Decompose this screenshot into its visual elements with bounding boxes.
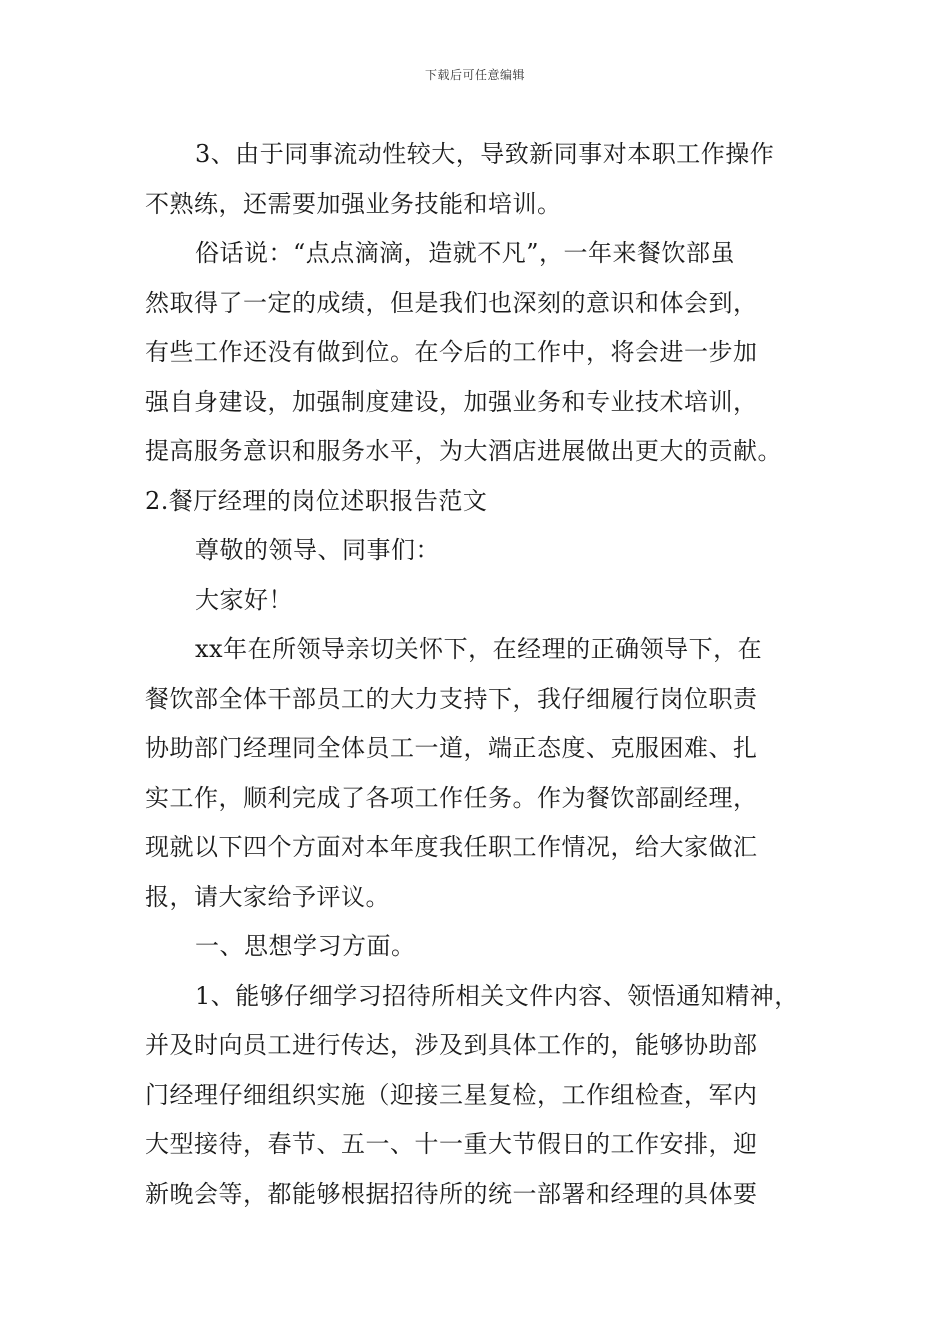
text-line: 然取得了一定的成绩，但是我们也深刻的意识和体会到， bbox=[145, 288, 758, 317]
page-header: 下载后可任意编辑 bbox=[424, 68, 525, 82]
text-line: 实工作，顺利完成了各项工作任务。作为餐饮部副经理， bbox=[145, 783, 758, 812]
text-line: 协助部门经理同全体员工一道，端正态度、克服困难、扎 bbox=[145, 734, 758, 762]
text-line: 提高服务意识和服务水平，为大酒店进展做出更大的贡献。 bbox=[145, 437, 782, 465]
text-line: 门经理仔细组织实施（迎接三星复检，工作组检查，军内 bbox=[145, 1080, 758, 1109]
document-body bbox=[145, 130, 835, 1219]
text-line: 餐饮部全体干部员工的大力支持下，我仔细履行岗位职责 bbox=[145, 684, 758, 713]
text-line: 大家好！ bbox=[195, 585, 293, 614]
text-line: 1、能够仔细学习招待所相关文件内容、领悟通知精神， bbox=[195, 981, 799, 1010]
text-line: xx年在所领导亲切关怀下，在经理的正确领导下，在 bbox=[195, 635, 763, 663]
text-line: 报，请大家给予评议。 bbox=[145, 882, 390, 911]
text-line: 尊敬的领导、同事们： bbox=[195, 536, 440, 564]
text-line: 大型接待，春节、五一、十一重大节假日的工作安排，迎 bbox=[145, 1130, 758, 1158]
text-line: 不熟练，还需要加强业务技能和培训。 bbox=[145, 189, 562, 218]
text-line: 现就以下四个方面对本年度我任职工作情况，给大家做汇 bbox=[145, 833, 758, 861]
text-line: 强自身建设，加强制度建设，加强业务和专业技术培训， bbox=[145, 387, 758, 416]
text-line: 一、思想学习方面。 bbox=[195, 932, 416, 960]
text-line: 并及时向员工进行传达，涉及到具体工作的，能够协助部 bbox=[145, 1031, 758, 1059]
text-line: 新晚会等，都能够根据招待所的统一部署和经理的具体要 bbox=[145, 1179, 758, 1208]
text-line: 有些工作还没有做到位。在今后的工作中，将会进一步加 bbox=[145, 338, 758, 366]
text-line: 2.餐厅经理的岗位述职报告范文 bbox=[145, 486, 488, 515]
text-line: 3、由于同事流动性较大，导致新同事对本职工作操作 bbox=[195, 140, 775, 168]
text-line: 俗话说：“点点滴滴，造就不凡”，一年来餐饮部虽 bbox=[195, 239, 736, 267]
